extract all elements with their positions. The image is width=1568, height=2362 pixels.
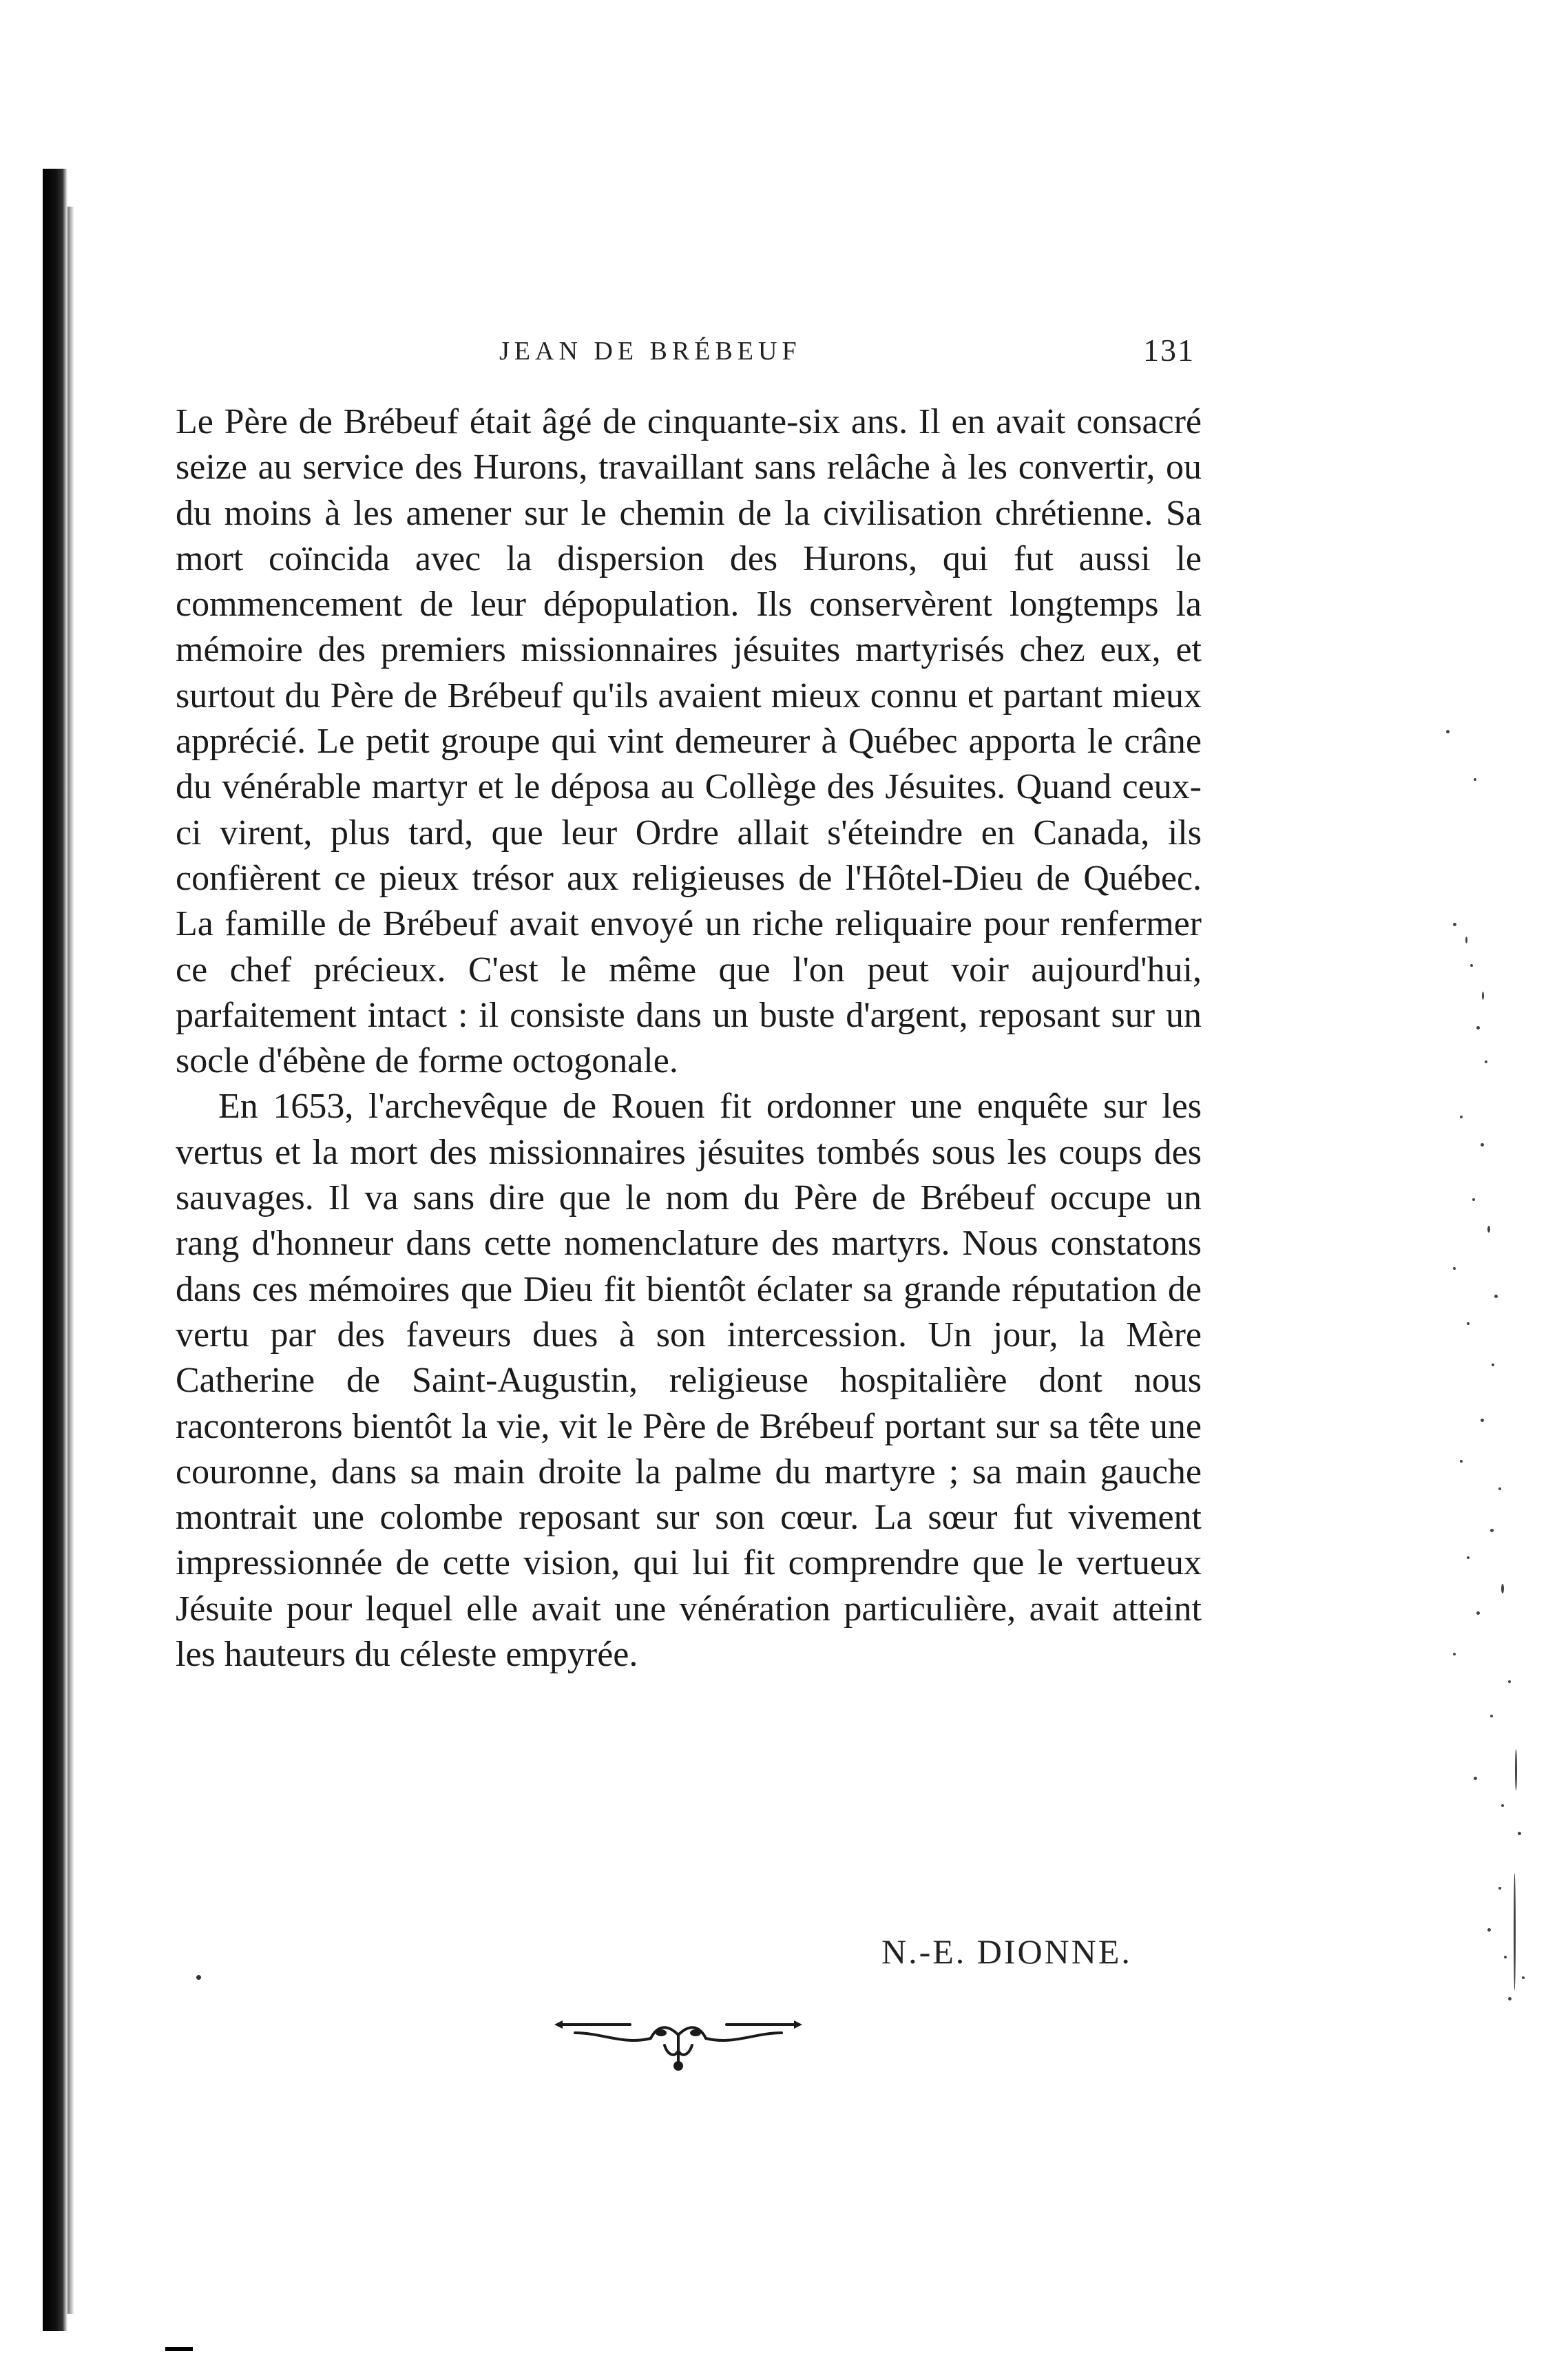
book-binding-edge xyxy=(43,169,67,2331)
paragraph-2: En 1653, l'archevêque de Rouen fit ordonner une enquête sur les vertus et la mort des missionnaires jésuites tombés sous les coups des sauvages. Il va sans dire que le nom du Père de Brébeuf occupe un rang d'honneur dans cette nomenclature des martyrs. Nous constatons dans ces mémoires que Dieu fit bientôt éclater sa grande réputation de vertu par des faveurs dues à son intercession. Un jour, la Mère Catherine de Saint-Augustin, religieuse hospitalière dont nous raconterons bientôt la vie, vit le Père de Brébeuf portant sur sa tête une couronne, dans sa main droite la palme du martyre ; sa main gauche montrait une colombe reposant sur son cœur. La sœur fut vivement impressionnée de cette vision, qui lui fit comprendre que le vertueux Jésuite pour lequel elle avait une vénération particulière, avait atteint les hauteurs du céleste empyrée. xyxy=(176,1087,1202,1675)
fleuron-tailpiece-icon xyxy=(547,1997,809,2080)
page-edge-specks xyxy=(1432,702,1556,2355)
running-head: JEAN DE BRÉBEUF xyxy=(499,337,802,366)
stray-ink-dot xyxy=(196,1975,201,1980)
author-signature: N.-E. DIONNE. xyxy=(881,1932,1132,1971)
body-text xyxy=(176,399,1202,1678)
paragraph-1: Le Père de Brébeuf était âgé de cinquante-six ans. Il en avait consacré seize au service des Hurons, travaillant sans relâche à les convertir, ou du moins à les amener sur le chemin de la civilisation chrétienne. Sa mort coïncida avec la dispersion des Hurons, qui fut aussi le commencement de leur dépopulation. Ils conservèrent longtemps la mémoire des premiers missionnaires jésuites martyrisés chez eux, et surtout du Père de Brébeuf qu'ils avaient mieux connu et partant mieux apprécié. Le petit groupe qui vint demeurer à Québec apporta le crâne du vénérable martyr et le déposa au Collège des Jésuites. Quand ceux-ci virent, plus tard, que leur Ordre allait s'éteindre en Canada, ils confièrent ce pieux trésor aux religieuses de l'Hôtel-Dieu de Québec. La famille de Brébeuf avait envoyé un riche reliquaire pour renfermer ce chef précieux. C'est le même que l'on peut voir aujourd'hui, parfaitement intact : il consiste dans un buste d'argent, reposant sur un socle d'ébène de forme octogonale. xyxy=(176,402,1202,1081)
binding-foot-mark xyxy=(165,2347,193,2351)
binding-shadow xyxy=(67,207,74,2314)
page-header xyxy=(176,333,1215,384)
page-number: 131 xyxy=(1143,333,1195,368)
